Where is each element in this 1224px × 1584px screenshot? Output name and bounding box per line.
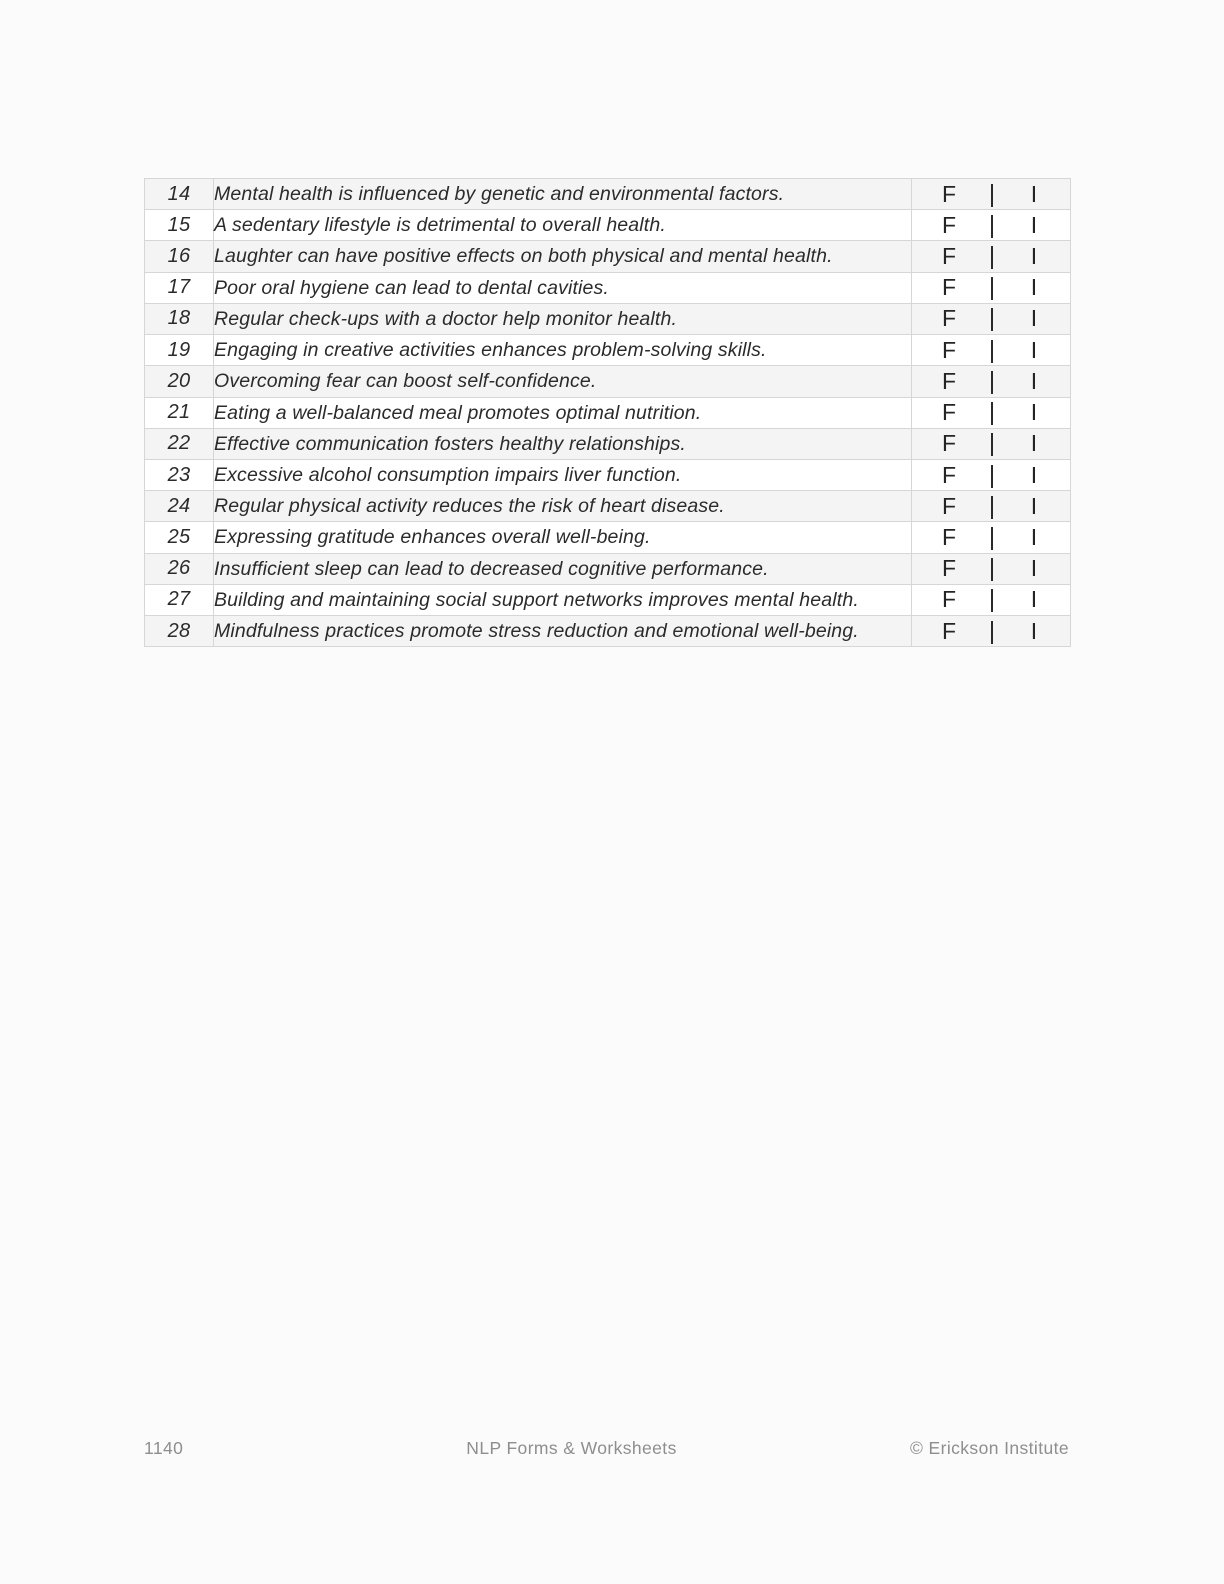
option-false[interactable]: F [941,367,957,394]
option-true[interactable]: I [1030,305,1038,332]
option-separator: | [988,429,996,458]
page-footer [144,1432,1069,1464]
table-row [145,584,1071,615]
option-true[interactable]: I [1030,211,1038,238]
answer-options-cell [912,397,1071,428]
option-false[interactable]: F [941,274,957,301]
answer-options-cell [912,210,1071,241]
option-true[interactable]: I [1030,524,1038,551]
row-number: 18 [145,303,214,334]
row-number: 28 [145,616,214,647]
option-separator: | [988,585,996,614]
table-row [145,210,1071,241]
answer-options-cell [912,522,1071,553]
statement-text: Mental health is influenced by genetic and environmental factors. [214,179,912,210]
answer-options-cell [912,303,1071,334]
option-separator: | [988,398,996,427]
statement-text: Excessive alcohol consumption impairs liver function. [214,459,912,490]
table-row [145,616,1071,647]
statement-text: A sedentary lifestyle is detrimental to overall health. [214,210,912,241]
option-separator: | [988,335,996,364]
option-false[interactable]: F [941,555,957,582]
statement-text: Laughter can have positive effects on both physical and mental health. [214,241,912,272]
option-true[interactable]: I [1030,461,1038,488]
option-false[interactable]: F [941,617,957,644]
table-row [145,272,1071,303]
option-false[interactable]: F [941,305,957,332]
table-row [145,491,1071,522]
row-number: 25 [145,522,214,553]
table-row [145,303,1071,334]
row-number: 17 [145,272,214,303]
row-number: 16 [145,241,214,272]
statement-text: Regular check-ups with a doctor help monitor health. [214,303,912,334]
quiz-table [144,178,1071,647]
answer-options-cell [912,616,1071,647]
option-separator: | [988,554,996,583]
option-true[interactable]: I [1030,617,1038,644]
answer-options-cell [912,584,1071,615]
row-number: 19 [145,335,214,366]
option-true[interactable]: I [1030,180,1038,207]
option-false[interactable]: F [941,430,957,457]
answer-options [912,430,1070,457]
answer-options-cell [912,179,1071,210]
answer-options [912,618,1070,645]
option-false[interactable]: F [941,524,957,551]
option-false[interactable]: F [941,492,957,519]
option-false[interactable]: F [941,243,957,270]
footer-page-number: 1140 [144,1437,184,1458]
statement-text: Mindfulness practices promote stress reduction and emotional well-being. [214,616,912,647]
option-separator: | [988,616,996,645]
row-number: 14 [145,179,214,210]
option-true[interactable]: I [1030,586,1038,613]
table-row [145,397,1071,428]
row-number: 20 [145,366,214,397]
option-true[interactable]: I [1030,243,1038,270]
table-row [145,522,1071,553]
option-separator: | [988,523,996,552]
answer-options-cell [912,459,1071,490]
row-number: 27 [145,584,214,615]
answer-options [912,212,1070,239]
answer-options-cell [912,553,1071,584]
statement-text: Overcoming fear can boost self-confidence. [214,366,912,397]
answer-options [912,462,1070,489]
answer-options [912,399,1070,426]
quiz-table-container [144,178,1067,647]
table-row [145,428,1071,459]
row-number: 24 [145,491,214,522]
statement-text: Regular physical activity reduces the risk of heart disease. [214,491,912,522]
quiz-table-body [145,179,1071,647]
table-row [145,179,1071,210]
row-number: 23 [145,459,214,490]
table-row [145,335,1071,366]
option-false[interactable]: F [941,399,957,426]
statement-text: Effective communication fosters healthy relationships. [214,428,912,459]
option-separator: | [988,460,996,489]
table-row [145,459,1071,490]
option-true[interactable]: I [1030,492,1038,519]
footer-copyright: © Erickson Institute [909,1437,1069,1458]
table-row [145,241,1071,272]
answer-options-cell [912,335,1071,366]
option-separator: | [988,491,996,520]
option-true[interactable]: I [1030,367,1038,394]
answer-options [912,524,1070,551]
row-number: 26 [145,553,214,584]
option-true[interactable]: I [1030,336,1038,363]
option-separator: | [988,210,996,239]
answer-options [912,243,1070,270]
statement-text: Engaging in creative activities enhances problem-solving skills. [214,335,912,366]
statement-text: Insufficient sleep can lead to decreased cognitive performance. [214,553,912,584]
option-false[interactable]: F [941,336,957,363]
option-false[interactable]: F [941,586,957,613]
answer-options [912,555,1070,582]
statement-text: Eating a well-balanced meal promotes optimal nutrition. [214,397,912,428]
statement-text: Expressing gratitude enhances overall well-being. [214,522,912,553]
option-true[interactable]: I [1030,399,1038,426]
row-number: 15 [145,210,214,241]
option-separator: | [988,179,996,208]
answer-options [912,337,1070,364]
option-false[interactable]: F [941,461,957,488]
table-row [145,553,1071,584]
row-number: 21 [145,397,214,428]
statement-text: Poor oral hygiene can lead to dental cavities. [214,272,912,303]
statement-text: Building and maintaining social support networks improves mental health. [214,584,912,615]
option-separator: | [988,366,996,395]
answer-options-cell [912,241,1071,272]
answer-options [912,493,1070,520]
option-true[interactable]: I [1030,555,1038,582]
option-false[interactable]: F [941,211,957,238]
answer-options [912,586,1070,613]
footer-document-title: NLP Forms & Worksheets [466,1437,677,1458]
answer-options-cell [912,366,1071,397]
answer-options [912,274,1070,301]
option-true[interactable]: I [1030,430,1038,457]
answer-options-cell [912,428,1071,459]
option-false[interactable]: F [941,180,957,207]
row-number: 22 [145,428,214,459]
answer-options [912,305,1070,332]
option-separator: | [988,304,996,333]
answer-options [912,181,1070,208]
option-true[interactable]: I [1030,274,1038,301]
table-row [145,366,1071,397]
answer-options [912,368,1070,395]
option-separator: | [988,273,996,302]
answer-options-cell [912,491,1071,522]
answer-options-cell [912,272,1071,303]
option-separator: | [988,242,996,271]
